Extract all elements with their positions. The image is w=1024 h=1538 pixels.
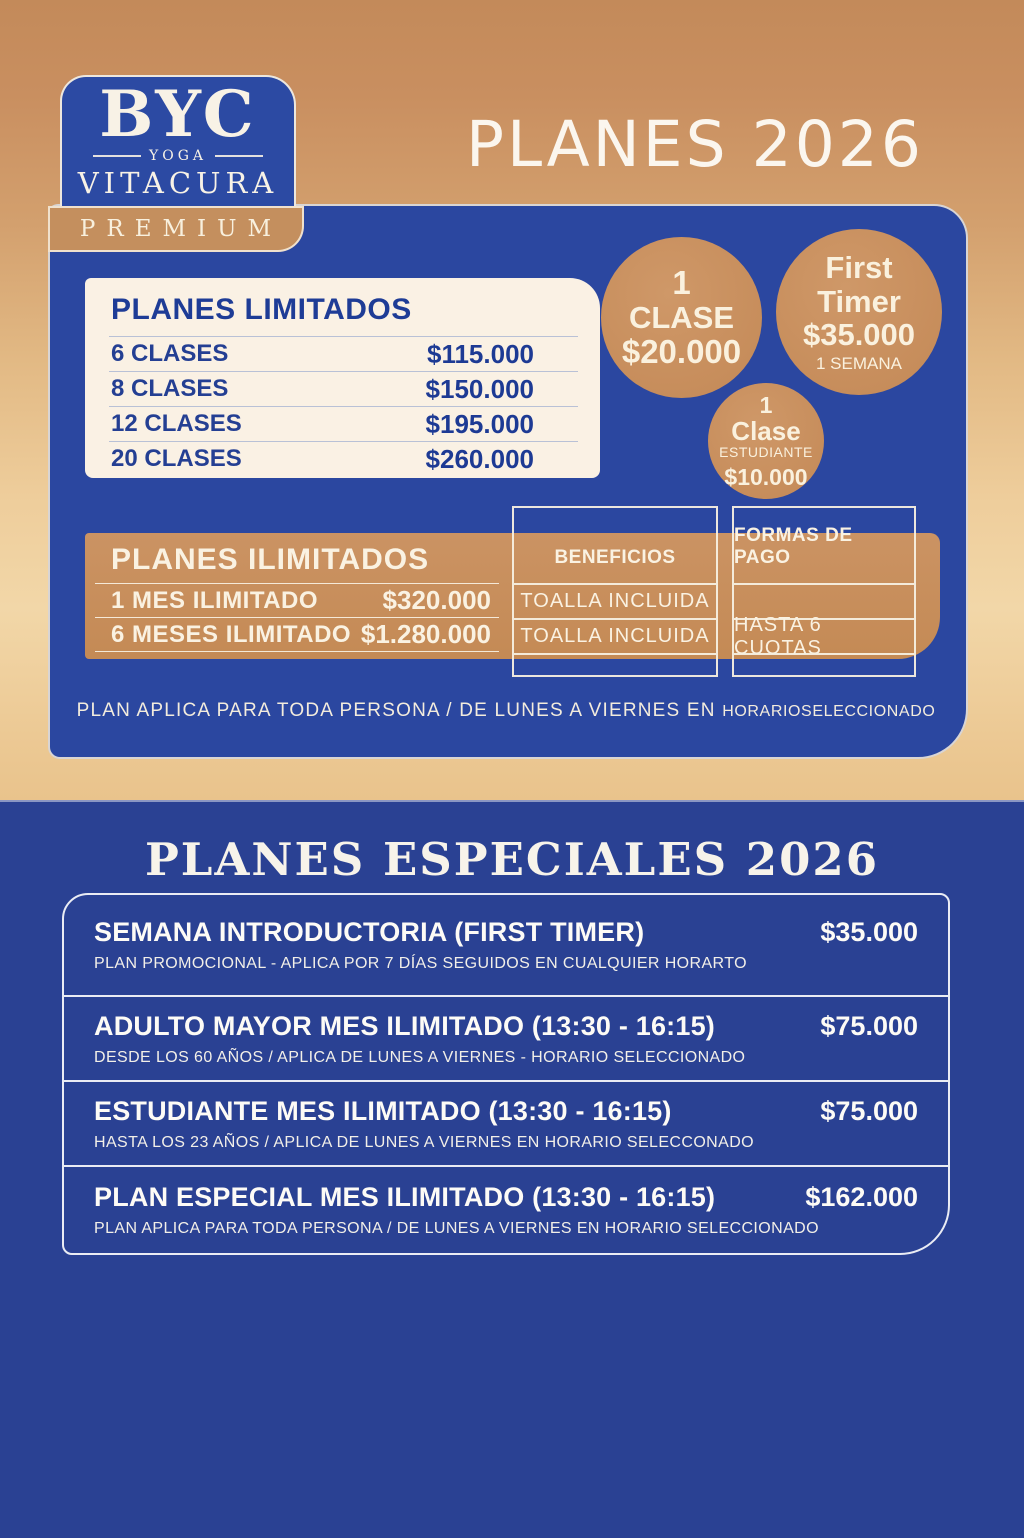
special-plan-row: [64, 895, 948, 995]
premium-label: PREMIUM: [79, 216, 283, 242]
special-plan-name: PLAN ESPECIAL MES ILIMITADO (13:30 - 16:15): [94, 1182, 716, 1212]
footnote-text-small: HORARIOSELECCIONADO: [722, 703, 936, 720]
plan-row: [109, 406, 578, 441]
column-footer: [734, 653, 914, 675]
price-badge-first-timer: [776, 229, 942, 395]
special-plan-detail: DESDE LOS 60 AÑOS / APLICA DE LUNES A VIERNES - HORARIO SELECCIONADO: [94, 1048, 746, 1066]
limited-plans-title: PLANES LIMITADOS: [111, 293, 412, 326]
payment-column: [732, 506, 916, 677]
brand-name: BYC: [99, 77, 257, 153]
special-plan-name: ADULTO MAYOR MES ILIMITADO (13:30 - 16:15): [94, 1010, 715, 1041]
special-plan-price: $75.000: [820, 1010, 918, 1041]
badge-line: 1: [672, 264, 691, 302]
footnote-text: PLAN APLICA PARA TODA PERSONA / DE LUNES A VIERNES EN: [76, 700, 723, 721]
plan-row: [109, 441, 578, 476]
plan-price: $195.000: [425, 408, 534, 439]
brand-badge: [60, 75, 296, 208]
plan-label: 20 CLASES: [111, 445, 242, 472]
special-plan-detail: PLAN APLICA PARA TODA PERSONA / DE LUNES A VIERNES EN HORARIO SELECCIONADO: [94, 1220, 819, 1237]
benefit-cell: TOALLA INCLUIDA: [514, 583, 716, 618]
unlimited-plans-title: PLANES ILIMITADOS: [111, 543, 430, 576]
special-plan-row: [64, 1165, 948, 1253]
special-plan-price: $35.000: [820, 917, 918, 947]
benefits-header: BENEFICIOS: [554, 547, 676, 568]
brand-yoga-row: [93, 148, 263, 164]
badge-line: CLASE: [628, 299, 735, 335]
payment-header: FORMAS DE PAGO: [734, 525, 853, 568]
special-plan-price: $75.000: [820, 1095, 918, 1126]
special-title: PLANES ESPECIALES 2026: [144, 833, 880, 886]
benefit-cell: TOALLA INCLUIDA: [514, 618, 716, 653]
divider-line: [95, 651, 499, 652]
price-badge-student-class: [708, 383, 824, 499]
column-footer: [514, 653, 716, 675]
brand-yoga-label: YOGA: [149, 147, 208, 164]
badge-price: $10.000: [724, 463, 808, 490]
plan-price: $320.000: [382, 585, 491, 615]
plan-row: [109, 371, 578, 406]
divider-line: [93, 155, 141, 157]
badge-price: $20.000: [621, 333, 742, 371]
divider-line: [215, 155, 263, 157]
plan-label: 1 MES ILIMITADO: [111, 586, 319, 614]
benefits-column: [512, 506, 718, 677]
special-plan-price: $162.000: [805, 1182, 918, 1212]
badge-line: Timer: [817, 283, 901, 319]
price-badge-single-class: [601, 237, 762, 398]
badge-subtitle: ESTUDIANTE: [719, 444, 813, 461]
badge-line: Clase: [731, 416, 801, 447]
badge-price: $35.000: [802, 317, 916, 353]
special-plan-name: ESTUDIANTE MES ILIMITADO (13:30 - 16:15): [94, 1095, 672, 1126]
payment-cell: HASTA 6 CUOTAS: [734, 618, 914, 653]
badge-line: 1: [759, 391, 773, 418]
plan-label: 12 CLASES: [111, 410, 242, 437]
plan-price: $150.000: [425, 373, 534, 404]
plan-price: $1.280.000: [360, 619, 491, 649]
limited-plans-card: [85, 278, 600, 478]
plan-row: [95, 617, 499, 651]
special-plan-row: [64, 1080, 948, 1165]
poster-title: PLANES 2026: [466, 108, 924, 181]
plan-label: 6 MESES ILIMITADO: [111, 620, 352, 648]
brand-city: VITACURA: [77, 165, 279, 200]
badge-line: First: [825, 250, 893, 286]
special-plan-name: SEMANA INTRODUCTORIA (FIRST TIMER): [94, 917, 645, 947]
badge-subtitle: 1 SEMANA: [816, 353, 902, 373]
special-plan-detail: PLAN PROMOCIONAL - APLICA POR 7 DÍAS SEGUIDOS EN CUALQUIER HORARTO: [94, 955, 747, 972]
plan-price: $260.000: [425, 443, 534, 474]
special-plans-card: [62, 893, 950, 1255]
plan-label: 8 CLASES: [111, 375, 229, 402]
footnote: [48, 700, 964, 722]
special-plan-detail: HASTA LOS 23 AÑOS / APLICA DE LUNES A VIERNES EN HORARIO SELECCONADO: [94, 1133, 755, 1151]
plan-row: [109, 336, 578, 371]
plan-label: 6 CLASES: [111, 340, 229, 367]
limited-plans-table: [109, 336, 578, 476]
plan-price: $115.000: [426, 338, 534, 369]
special-plan-row: [64, 995, 948, 1080]
premium-band: [48, 206, 304, 252]
plan-row: [95, 583, 499, 617]
